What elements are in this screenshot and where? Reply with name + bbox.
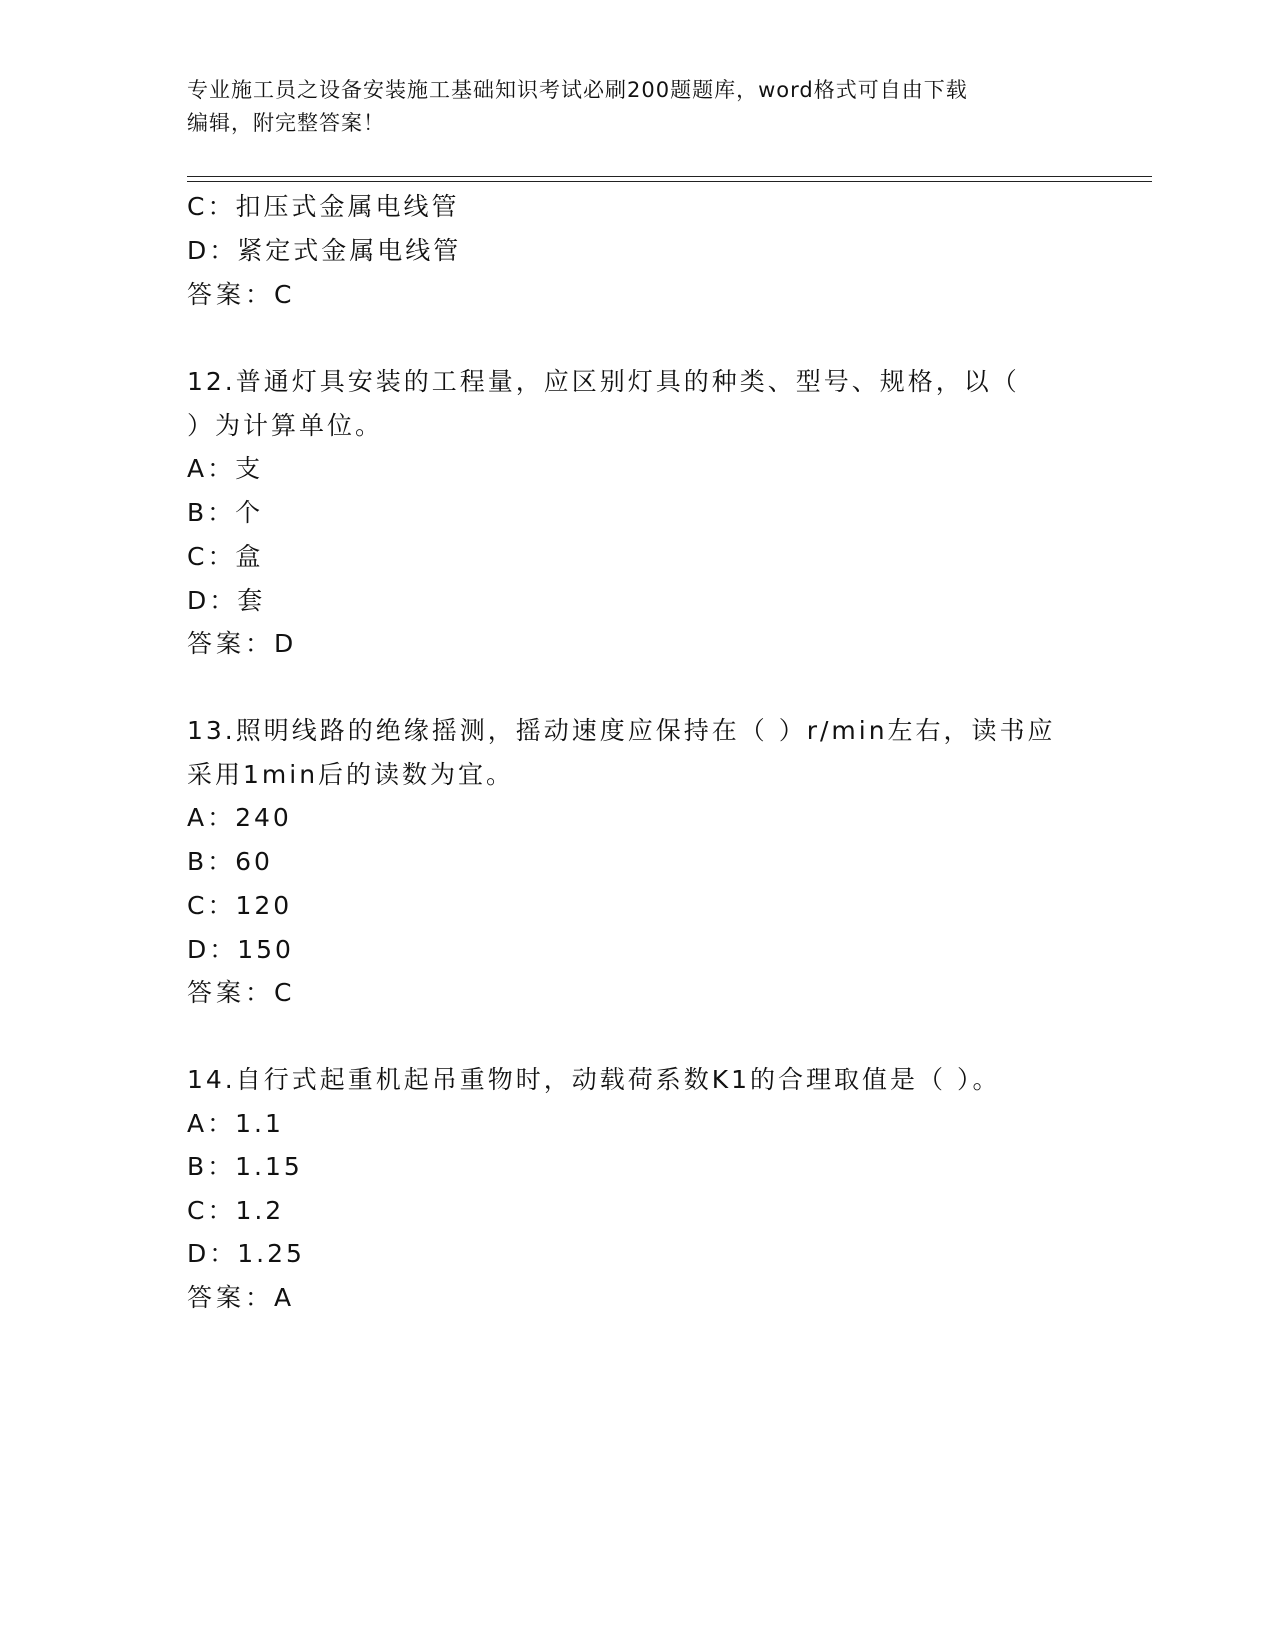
- question-13-option-a: A：240: [187, 803, 292, 832]
- question-12-option-a: A：支: [187, 454, 264, 483]
- question-13-answer: 答案：C: [187, 978, 296, 1007]
- question-12-option-c: C：盒: [187, 542, 264, 571]
- question-13-option-b: B：60: [187, 847, 273, 876]
- header-divider-bottom: [187, 181, 1152, 182]
- header-line-2: 编辑，附完整答案！: [187, 111, 385, 135]
- header-divider-top: [187, 176, 1152, 177]
- question-14-option-d: D：1.25: [187, 1239, 305, 1268]
- question-12-option-d: D：套: [187, 586, 266, 615]
- question-12-option-b: B：个: [187, 498, 264, 527]
- answer-line: 答案：C: [187, 280, 296, 309]
- question-14-answer: 答案：A: [187, 1283, 296, 1312]
- question-14-option-b: B：1.15: [187, 1152, 303, 1181]
- question-14-stem-line-1: 14.自行式起重机起吊重物时，动载荷系数K1的合理取值是（ ）。: [187, 1065, 1001, 1094]
- question-12-stem-line-2: ）为计算单位。: [187, 411, 384, 440]
- question-14-option-c: C：1.2: [187, 1196, 285, 1225]
- question-13-stem-line-1: 13.照明线路的绝缘摇测，摇动速度应保持在（ ）r/min左右，读书应: [187, 716, 1056, 745]
- question-13-option-d: D：150: [187, 935, 294, 964]
- option-c: C：扣压式金属电线管: [187, 192, 460, 221]
- question-12-stem-line-1: 12.普通灯具安装的工程量，应区别灯具的种类、型号、规格，以（: [187, 367, 1020, 396]
- question-12-answer: 答案：D: [187, 629, 298, 658]
- question-14-option-a: A：1.1: [187, 1109, 284, 1138]
- document-header: [187, 74, 1087, 140]
- header-line-1: 专业施工员之设备安装施工基础知识考试必刷200题题库，word格式可自由下载: [187, 78, 968, 102]
- option-d: D：紧定式金属电线管: [187, 236, 462, 265]
- question-13-option-c: C：120: [187, 891, 293, 920]
- question-13-stem-line-2: 采用1min后的读数为宜。: [187, 760, 515, 789]
